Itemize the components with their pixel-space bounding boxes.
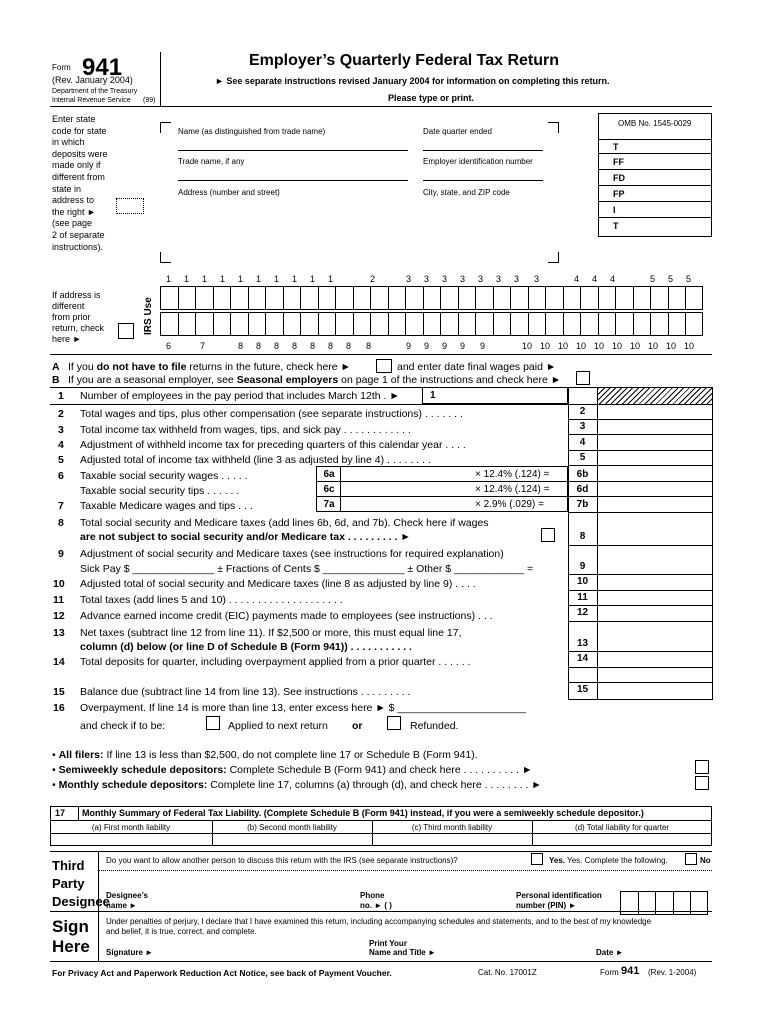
omb-code-t2: T [613,221,619,231]
grid-cell[interactable] [160,286,178,310]
grid-digit: 7 [200,341,206,351]
grid-digit: 10 [576,341,587,351]
grid-cell[interactable] [598,286,616,310]
date-quarter-input[interactable] [423,150,543,151]
monthly-checkbox[interactable] [695,776,709,790]
dept-code: (99) [143,97,156,104]
grid-cell[interactable] [475,286,493,310]
state-code-instructions: Enter state code for state in which deposits were made only if different from state in address to the right ► (see page 2 of separate instructions). [52,114,108,252]
grid-cell[interactable] [510,312,528,336]
grid-cell[interactable] [370,312,388,336]
line-13-num: 13 [53,627,65,639]
grid-digit: 3 [406,274,412,284]
grid-digit: 10 [666,341,677,351]
signature-label: Signature ► [106,948,154,957]
grid-digit: 10 [684,341,695,351]
grid-digit: 10 [558,341,569,351]
grid-digit: 1 [184,274,190,284]
applied-next-return-checkbox[interactable] [206,716,220,730]
grid-digit: 9 [460,341,466,351]
catalog-number: Cat. No. 17001Z [478,968,537,977]
grid-digit: 1 [220,274,226,284]
box-6c-label: 6c [323,484,335,495]
line-11-num: 11 [53,594,65,606]
grid-digit: 10 [648,341,659,351]
bullet-semiweekly: • Semiweekly schedule depositors: Complete Schedule B (Form 941) and check here . . . . . . . . . . ► [52,764,533,776]
or-label: or [352,720,363,732]
line-1-box-label: 1 [430,390,436,401]
grid-cell[interactable] [230,312,248,336]
grid-digit: 1 [328,274,334,284]
grid-digit: 10 [522,341,533,351]
line-14-box-label: 14 [576,653,589,664]
line-8-text-cont: are not subject to social security and/or Medicare tax . . . . . . . . . ► [80,531,411,543]
col-b-input[interactable] [213,834,371,845]
line-a-letter: A [52,361,60,373]
line-15-num: 15 [53,686,65,698]
grid-cell[interactable] [353,286,371,310]
instructions-note: ► See separate instructions revised January 2004 for information on completing this return. [215,76,610,86]
line-16-lead: and check if to be: [80,720,166,732]
grid-cell[interactable] [230,286,248,310]
rate-6d: × 12.4% (.124) = [475,484,550,495]
grid-digit: 1 [256,274,262,284]
grid-cell[interactable] [283,312,301,336]
grid-digit: 8 [256,341,262,351]
line-a-text2: and enter date final wages paid ► [397,361,557,373]
trade-name-input[interactable] [178,180,408,181]
omb-code-t: T [613,142,619,152]
grid-digit: 8 [292,341,298,351]
grid-cell[interactable] [265,286,283,310]
designee-yes-label: Yes. Yes. Complete the following. [549,856,668,865]
omb-code-ff: FF [613,157,624,167]
grid-digit: 8 [274,341,280,351]
col-b-header: (b) Second month liability [247,823,337,832]
line-3-box-label: 3 [579,421,586,432]
grid-cell[interactable] [545,286,563,310]
box-7a-input[interactable] [341,497,471,511]
grid-cell[interactable] [493,286,511,310]
address-change-label: If address is different from prior return, check here ► [52,290,105,344]
grid-digit: 5 [650,274,656,284]
city-label: City, state, and ZIP code [423,188,510,197]
grid-digit: 10 [612,341,623,351]
grid-cell[interactable] [528,286,546,310]
grid-digit: 1 [310,274,316,284]
state-code-input[interactable] [116,198,144,214]
grid-cell[interactable] [178,312,196,336]
line-6-num: 6 [58,470,64,482]
line-15-box-label: 15 [576,684,589,695]
box-6a-label: 6a [323,469,335,480]
grid-cell[interactable] [300,286,318,310]
line-12-num: 12 [53,610,65,622]
line-9-num: 9 [58,548,64,560]
grid-digit: 3 [460,274,466,284]
grid-cell[interactable] [458,312,476,336]
refunded-checkbox[interactable] [387,716,401,730]
line-6c-text: Taxable social security tips . . . . . . [80,485,240,497]
grid-cell[interactable] [580,286,598,310]
grid-cell[interactable] [283,286,301,310]
line-11-box-label: 11 [577,592,588,603]
grid-cell[interactable] [405,286,423,310]
grid-cell[interactable] [405,312,423,336]
designee-name-label: Designee’s [106,891,148,900]
line-7-num: 7 [58,500,64,512]
grid-cell[interactable] [615,286,633,310]
line-10-num: 10 [53,578,65,590]
form-number: 941 [82,54,123,81]
applied-next-return-label: Applied to next return [228,720,328,732]
line-14-text: Total deposits for quarter, including overpayment applied from a prior quarter . . . . . . [80,656,471,668]
omb-number: OMB No. 1545-0029 [618,119,692,128]
grid-cell[interactable] [335,312,353,336]
date-label: Date ► [596,948,624,957]
grid-cell[interactable] [213,312,231,336]
grid-digit: 8 [310,341,316,351]
line-a-text: If you do not have to file returns in the future, check here ► [68,361,351,373]
grid-digit: 1 [166,274,172,284]
third-party-label: Third Party Designee [52,858,110,909]
grid-cell[interactable] [213,286,231,310]
box-6c-input[interactable] [341,482,471,496]
grid-digit: 4 [592,274,598,284]
rate-6b: × 12.4% (.124) = [475,469,550,480]
grid-cell[interactable] [580,312,598,336]
grid-cell[interactable] [440,286,458,310]
grid-digit: 9 [480,341,486,351]
designee-question: Do you want to allow another person to discuss this return with the IRS (see separate instructions)? [106,856,458,865]
grid-digit: 3 [424,274,430,284]
dept-line2: Internal Revenue Service [52,97,131,104]
grid-digit: 5 [686,274,692,284]
grid-cell[interactable] [388,312,406,336]
grid-digit: 8 [328,341,334,351]
grid-cell[interactable] [370,286,388,310]
name-label: Name (as distinguished from trade name) [178,127,326,136]
grid-cell[interactable] [160,312,178,336]
grid-digit: 10 [630,341,641,351]
line-13-text-cont: column (d) below (or line D of Schedule B (Form 941)) . . . . . . . . . . . [80,641,412,653]
phone-input[interactable]: no. ► ( ) [360,901,392,910]
line-7b-box-label: 7b [576,499,589,510]
line-8-box-label: 8 [579,531,586,542]
grid-digit: 5 [668,274,674,284]
semiweekly-checkbox[interactable] [695,760,709,774]
grid-cell[interactable] [563,286,581,310]
grid-cell[interactable] [633,312,651,336]
line-3-text: Total income tax withheld from wages, tips, and sick pay . . . . . . . . . . . . [80,424,411,436]
line-5-num: 5 [58,454,64,466]
grid-cell[interactable] [248,312,266,336]
date-quarter-label: Date quarter ended [423,127,492,136]
grid-cell[interactable] [195,286,213,310]
line-9-box-label: 9 [579,561,586,572]
grid-digit: 2 [370,274,376,284]
print-name-label: Print Your [369,939,407,948]
date-input[interactable] [630,946,710,958]
grid-digit: 6 [166,341,172,351]
grid-digit: 1 [292,274,298,284]
ein-input[interactable] [423,180,543,181]
revision: (Rev. January 2004) [52,75,133,85]
grid-cell[interactable] [685,312,703,336]
grid-cell[interactable] [650,312,668,336]
grid-cell[interactable] [545,312,563,336]
line-4-box-label: 4 [579,437,586,448]
line-9-text: Adjustment of social security and Medicare taxes (see instructions for required explanation) [80,548,504,560]
line-8-num: 8 [58,517,64,529]
line-13-text: Net taxes (subtract line 12 from line 11). If $2,500 or more, this must equal line 17, [80,627,462,639]
line-2-text: Total wages and tips, plus other compensation (see separate instructions) . . . . . . . [80,408,463,420]
line-14-num: 14 [53,656,65,668]
grid-digit: 9 [406,341,412,351]
line-11-text: Total taxes (add lines 5 and 10) . . . . . . . . . . . . . . . . . . . . [80,594,343,606]
name-input[interactable] [178,150,408,151]
address-label: Address (number and street) [178,188,280,197]
grid-digit: 3 [442,274,448,284]
grid-cell[interactable] [300,312,318,336]
please-type: Please type or print. [388,93,475,103]
line-17-num: 17 [55,808,66,818]
box-7a-label: 7a [323,499,335,510]
print-name-arrow: Name and Title ► [369,948,436,957]
line-16-text: Overpayment. If line 14 is more than line 13, enter excess here ► $ ______________________ [80,702,526,714]
grid-digit: 4 [610,274,616,284]
grid-digit: 1 [274,274,280,284]
line-3-num: 3 [58,424,64,436]
signature-input[interactable] [160,946,360,958]
grid-cell[interactable] [685,286,703,310]
line-12-text: Advance earned income credit (EIC) payments made to employees (see instructions) . . . [80,610,493,622]
refunded-label: Refunded. [410,720,459,732]
trade-name-label: Trade name, if any [178,157,245,166]
form-title: Employer’s Quarterly Federal Tax Return [249,52,560,69]
col-d-header: (d) Total liability for quarter [574,823,670,832]
line-12-box-label: 12 [576,607,589,618]
line-6-text: Taxable social security wages . . . . . [80,470,248,482]
line-b-letter: B [52,374,60,386]
designee-no-label: No [700,856,711,865]
grid-cell[interactable] [493,312,511,336]
bullet-all-filers: • All filers: If line 13 is less than $2,500, do not complete line 17 or Schedule B (Form 941). [52,749,478,761]
ein-label: Employer identification number [423,157,533,166]
pin-arrow: number (PIN) ► [516,901,577,910]
col-a-header: (a) First month liability [91,823,171,832]
grid-cell[interactable] [423,286,441,310]
grid-cell[interactable] [668,286,686,310]
line-2-num: 2 [58,408,64,420]
irs-grid-row-1 [160,286,703,310]
grid-digit: 3 [514,274,520,284]
line-8-text: Total social security and Medicare taxes (add lines 6b, 6d, and 7b). Check here if wages [80,517,489,529]
perjury-statement: Under penalties of perjury, I declare that I have examined this return, including accompanying schedules and statements, and to the best of my knowledge [106,917,652,926]
line-10-text: Adjusted total of social security and Medicare taxes (line 8 as adjusted by line 9) . . . . [80,578,476,590]
line-1-input[interactable] [422,387,568,404]
grid-cell[interactable] [668,312,686,336]
grid-cell[interactable] [650,286,668,310]
line-2-box-label: 2 [579,406,586,417]
irs-grid-row-2 [160,312,703,336]
grid-cell[interactable] [563,312,581,336]
dept-line1: Department of the Treasury [52,88,138,95]
grid-cell[interactable] [440,312,458,336]
footer-revision: (Rev. 1-2004) [648,968,697,977]
grid-digit: 3 [534,274,540,284]
grid-cell[interactable] [178,286,196,310]
col-c-header: (c) Third month liability [411,823,493,832]
col-a-input[interactable] [51,834,211,845]
grid-cell[interactable] [633,286,651,310]
bullet-monthly: • Monthly schedule depositors: Complete line 17, columns (a) through (d), and check here . . . . . . . . ► [52,779,542,791]
omb-code-fp: FP [613,189,625,199]
footer-form-number: 941 [621,965,640,977]
line-16-num: 16 [53,702,65,714]
grid-digit: 8 [366,341,372,351]
designee-yes-checkbox[interactable] [531,853,543,865]
grid-cell[interactable] [335,286,353,310]
line-15-text: Balance due (subtract line 14 from line 13). See instructions . . . . . . . . . [80,686,411,698]
grid-digit: 8 [346,341,352,351]
grid-cell[interactable] [195,312,213,336]
footer-form-word: Form [600,968,619,977]
omb-code-fd: FD [613,173,625,183]
grid-cell[interactable] [475,312,493,336]
designee-name-arrow: name ► [106,901,138,910]
grid-digit: 3 [496,274,502,284]
grid-digit: 9 [424,341,430,351]
perjury-statement-cont: and belief, it is true, correct, and complete. [106,927,257,936]
grid-cell[interactable] [353,312,371,336]
grid-cell[interactable] [598,312,616,336]
line-1-num: 1 [58,390,64,402]
grid-cell[interactable] [265,312,283,336]
line-9-text-cont: Sick Pay $ ______________ ± Fractions of Cents $ ______________ ± Other $ ____________ = [80,563,534,575]
line-5-box-label: 5 [579,452,586,463]
grid-cell[interactable] [423,312,441,336]
grid-digit: 9 [442,341,448,351]
grid-cell[interactable] [615,312,633,336]
privacy-notice: For Privacy Act and Paperwork Reduction Act Notice, see back of Payment Voucher. [52,968,392,978]
grid-digit: 8 [238,341,244,351]
omb-code-i: I [613,205,616,215]
designee-no-checkbox[interactable] [685,853,697,865]
grid-cell[interactable] [318,312,336,336]
line-a-checkbox[interactable] [376,359,392,373]
form-word: Form [52,63,71,72]
line-4-num: 4 [58,439,64,451]
line-b-text: If you are a seasonal employer, see Seasonal employers on page 1 of the instructions and check here ► [68,374,562,386]
irs-use-label: IRS Use [143,297,154,335]
line-17-title: Monthly Summary of Federal Tax Liability. (Complete Schedule B (Form 941) instead, if you were a semiweekly schedule depositor.) [82,808,644,818]
grid-cell[interactable] [458,286,476,310]
col-d-input[interactable] [533,834,711,845]
address-change-checkbox[interactable] [118,323,134,339]
sign-here-label: Sign Here [52,917,90,956]
grid-cell[interactable] [318,286,336,310]
grid-cell[interactable] [388,286,406,310]
grid-cell[interactable] [528,312,546,336]
line-6d-box-label: 6d [576,484,589,495]
grid-cell[interactable] [248,286,266,310]
line-7-text: Taxable Medicare wages and tips . . . [80,500,253,512]
line-6b-box-label: 6b [576,469,589,480]
line-1-text: Number of employees in the pay period that includes March 12th . ► [80,390,400,402]
pin-label: Personal identification [516,891,602,900]
rate-7b: × 2.9% (.029) = [475,499,544,510]
phone-label: Phone [360,891,385,900]
box-6a-input[interactable] [341,467,471,481]
grid-cell[interactable] [510,286,528,310]
line-b-checkbox[interactable] [576,371,590,385]
grid-digit: 3 [478,274,484,284]
grid-digit: 1 [238,274,244,284]
line-13-box-label: 13 [576,638,589,649]
line-4-text: Adjustment of withheld income tax for preceding quarters of this calendar year . . . . [80,439,466,451]
line-8-checkbox[interactable] [541,528,555,542]
print-name-input[interactable] [450,946,590,958]
grid-digit: 10 [540,341,551,351]
designee-name-input[interactable] [150,898,350,910]
grid-digit: 10 [594,341,605,351]
line-10-box-label: 10 [576,576,589,587]
grid-digit: 1 [202,274,208,284]
line-5-text: Adjusted total of income tax withheld (line 3 as adjusted by line 4) . . . . . . . . [80,454,431,466]
grid-digit: 4 [574,274,580,284]
col-c-input[interactable] [373,834,531,845]
